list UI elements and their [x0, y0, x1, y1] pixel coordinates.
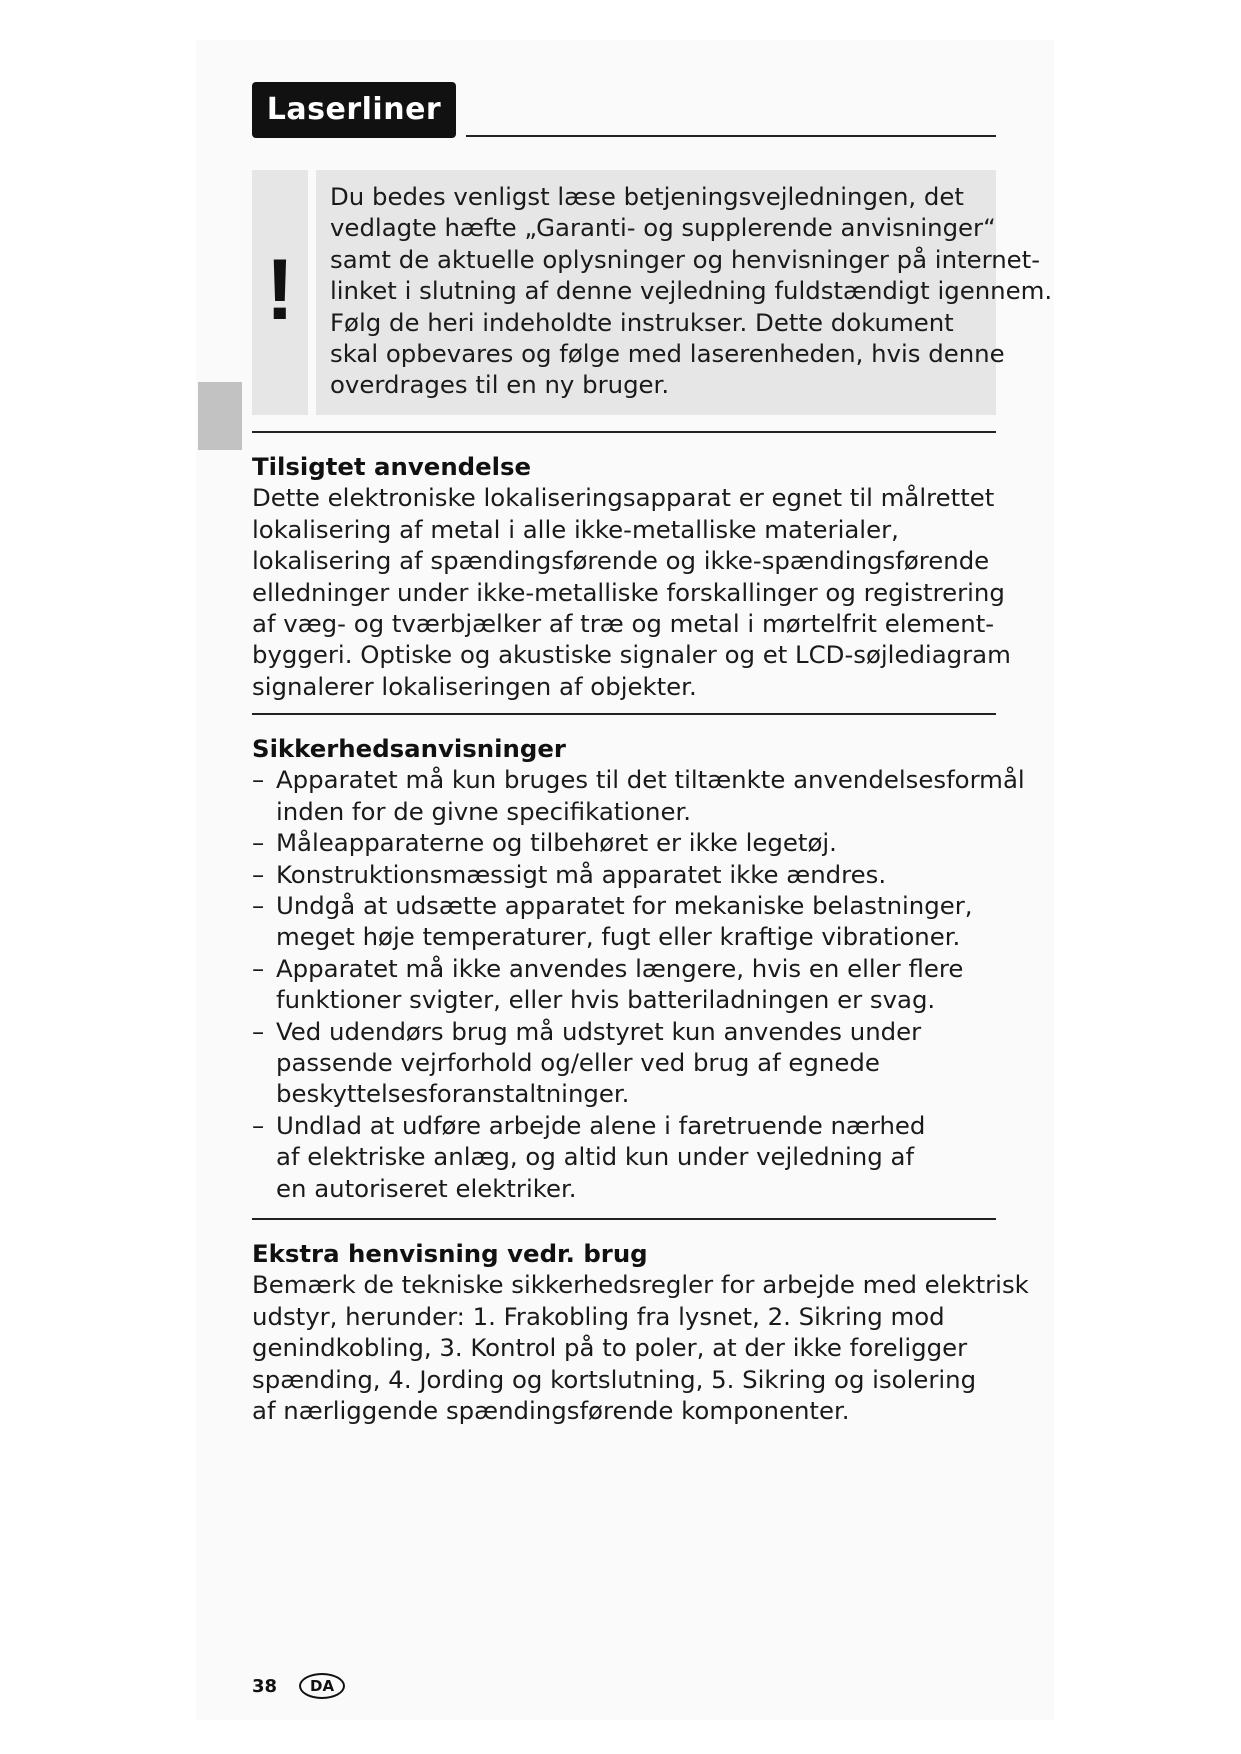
list-item: [252, 890, 996, 953]
notice-line: Følg de heri indeholdte instrukser. Dette dokument: [330, 307, 954, 337]
section-divider: [252, 431, 996, 433]
list-item-line: en autoriseret elektriker.: [276, 1173, 577, 1203]
safety-heading: Sikkerhedsanvisninger: [252, 734, 566, 763]
paragraph-line: Bemærk de tekniske sikkerhedsregler for arbejde med elektrisk: [252, 1270, 1029, 1300]
section-divider: [252, 713, 996, 715]
dash-bullet: –: [252, 765, 265, 795]
list-item-line: af elektriske anlæg, og altid kun under vejledning af: [276, 1142, 915, 1172]
dash-bullet: –: [252, 828, 265, 858]
notice-line: samt de aktuelle oplysninger og henvisninger på internet-: [330, 244, 1041, 274]
list-item: [252, 859, 996, 890]
page-number: 38: [252, 1675, 278, 1697]
list-item-line: funktioner svigter, eller hvis batteriladningen er svag.: [276, 985, 936, 1015]
paragraph-line: af væg- og tværbjælker af træ og metal i mørtelfrit element-: [252, 609, 995, 639]
list-item-line: Måleapparaterne og tilbehøret er ikke legetøj.: [276, 828, 837, 858]
paragraph-line: elledninger under ikke-metalliske forskallinger og registrering: [252, 577, 1005, 607]
exclamation-icon: !: [265, 242, 295, 338]
dash-bullet: –: [252, 891, 265, 921]
paragraph-line: signalerer lokaliseringen af objekter.: [252, 671, 697, 701]
dash-bullet: –: [252, 859, 265, 889]
paragraph-line: byggeri. Optiske og akustiske signaler og et LCD-søjlediagram: [252, 640, 1011, 670]
dash-bullet: –: [252, 1016, 265, 1046]
list-item: [252, 1110, 996, 1204]
notice-line: overdrages til en ny bruger.: [330, 370, 670, 400]
list-item: [252, 827, 996, 858]
extra-notice-heading: Ekstra henvisning vedr. brug: [252, 1239, 648, 1268]
intended-use-heading: Tilsigtet anvendelse: [252, 452, 532, 481]
intended-use-section: [252, 451, 1011, 702]
list-item: [252, 764, 1025, 827]
side-tab-marker: [198, 382, 242, 450]
paragraph-line: af nærliggende spændingsførende komponenter.: [252, 1396, 850, 1426]
list-item: [252, 1016, 996, 1110]
paragraph-line: genindkobling, 3. Kontrol på to poler, at der ikke foreligger: [252, 1333, 968, 1363]
list-item-line: passende vejrforhold og/eller ved brug af egnede: [276, 1048, 880, 1078]
safety-list: [252, 764, 1025, 1204]
dash-bullet: –: [252, 1110, 265, 1140]
list-item-line: Apparatet må kun bruges til det tiltænkte anvendelsesformål: [276, 765, 1025, 795]
language-badge: DA: [299, 1673, 345, 1699]
page-footer: [252, 1670, 345, 1702]
notice-line: Du bedes venligst læse betjeningsvejledningen, det: [330, 182, 964, 211]
dash-bullet: –: [252, 953, 265, 983]
notice-line: linket i slutning af denne vejledning fuldstændigt igennem.: [330, 276, 1053, 306]
header-rule: [466, 135, 996, 137]
laserliner-logo: Laserliner: [252, 82, 456, 138]
notice-box: [316, 170, 1053, 415]
extra-notice-section: [252, 1238, 1029, 1426]
list-item-line: Undgå at udsætte apparatet for mekaniske belastninger,: [276, 891, 973, 921]
notice-line: vedlagte hæfte „Garanti- og supplerende anvisninger“: [330, 213, 996, 243]
list-item-line: inden for de givne specifikationer.: [276, 796, 692, 826]
paragraph-line: udstyr, herunder: 1. Frakobling fra lysnet, 2. Sikring mod: [252, 1301, 945, 1331]
section-divider: [252, 1218, 996, 1220]
list-item: [252, 953, 996, 1016]
notice-line: skal opbevares og følge med laserenheden, hvis denne: [330, 339, 1005, 369]
list-item-line: Konstruktionsmæssigt må apparatet ikke ændres.: [276, 859, 887, 889]
list-item-line: beskyttelsesforanstaltninger.: [276, 1079, 630, 1109]
paragraph-line: lokalisering af metal i alle ikke-metalliske materialer,: [252, 514, 899, 544]
paragraph-line: lokalisering af spændingsførende og ikke-spændingsførende: [252, 546, 990, 576]
list-item-line: Apparatet må ikke anvendes længere, hvis en eller flere: [276, 953, 964, 983]
list-item-line: meget høje temperaturer, fugt eller kraftige vibrationer.: [276, 922, 961, 952]
list-item-line: Ved udendørs brug må udstyret kun anvendes under: [276, 1016, 922, 1046]
safety-section: [252, 733, 1025, 1204]
list-item-line: Undlad at udføre arbejde alene i faretruende nærhed: [276, 1110, 926, 1140]
paragraph-line: Dette elektroniske lokaliseringsapparat er egnet til målrettet: [252, 483, 995, 513]
paragraph-line: spænding, 4. Jording og kortslutning, 5. Sikring og isolering: [252, 1364, 977, 1394]
